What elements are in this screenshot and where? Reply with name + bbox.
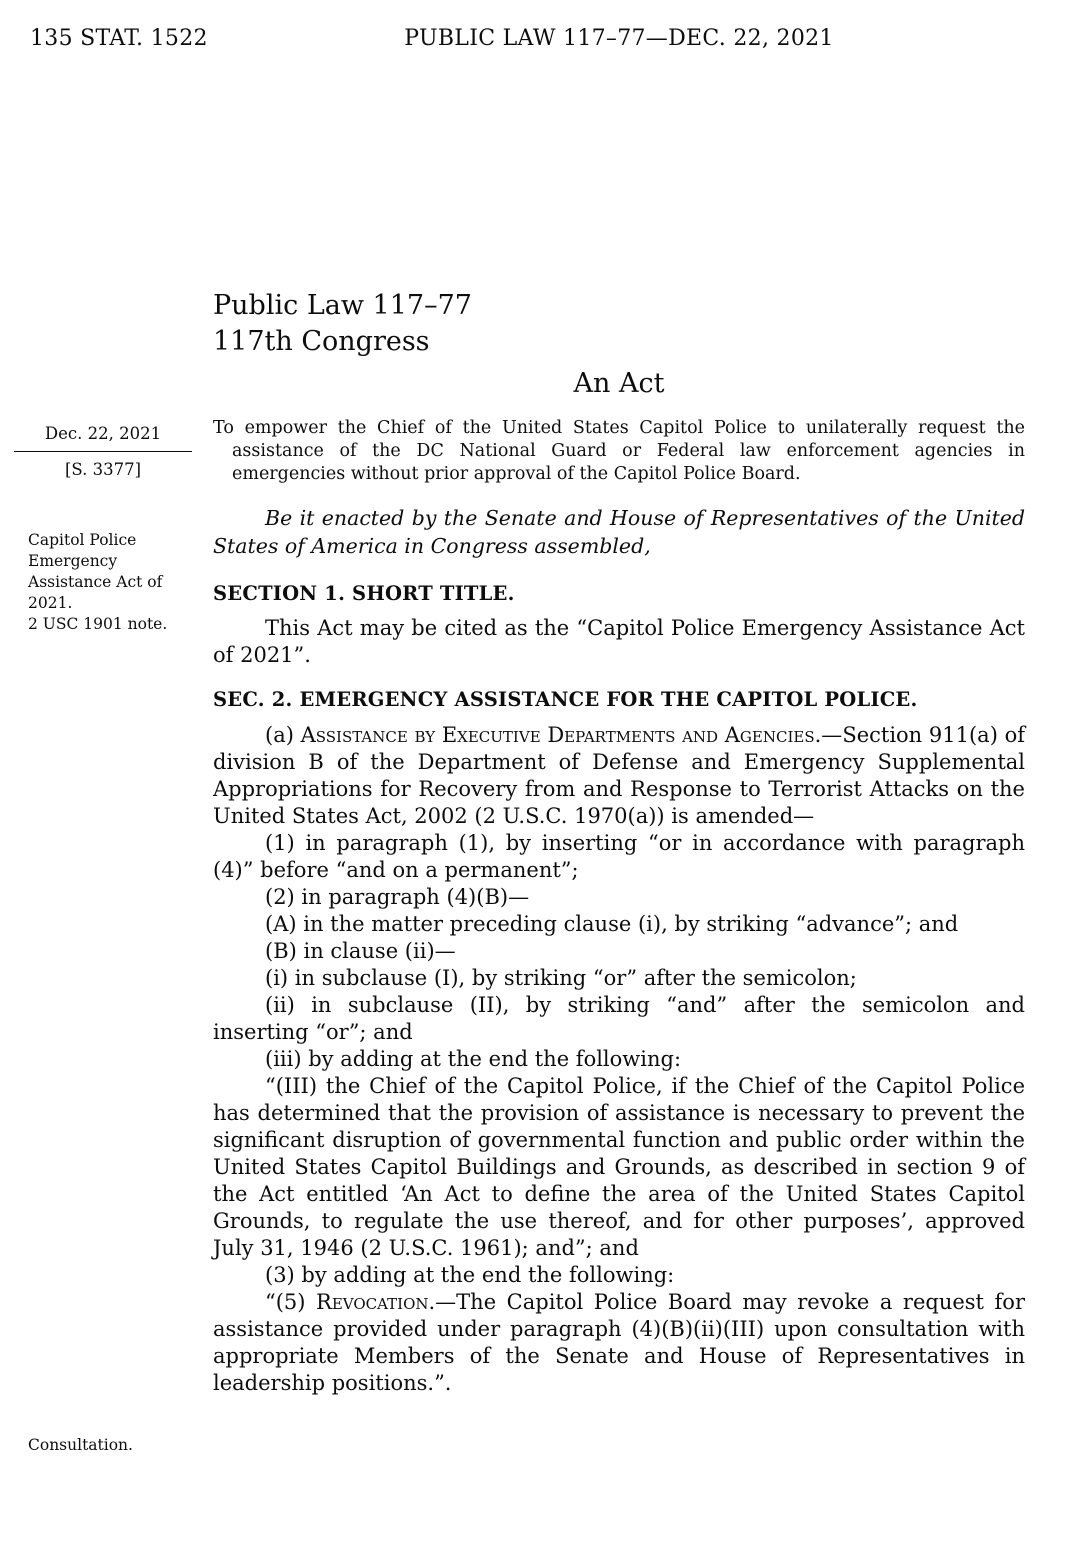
quoted-subclause-III: “(III) the Chief of the Capitol Police, if the Chief of the Capitol Police has determined that the provision of assistance is necessary to prevent the significant disruption of governmental function and public order within the United States Capitol Buildings and Grounds, as described in section 9 of the Act entitled ‘An Act to define the area of the United States Capitol Grounds, to regulate the use thereof, and for other purposes’, approved July 31, 1946 (2 U.S.C. 1961); and”; and xyxy=(213,1073,1025,1260)
bill-number: [S. 3377] xyxy=(64,460,142,479)
subsection-a-lead: (a) xyxy=(265,722,301,747)
act-heading: An Act xyxy=(573,368,665,399)
margin-note-consultation: Consultation. xyxy=(28,1436,133,1454)
amendment-item-2B-ii: (ii) in subclause (II), by striking “and” after the semicolon and inserting “or”; and xyxy=(213,992,1025,1044)
stat-citation: 135 STAT. 1522 xyxy=(30,26,208,51)
subsection-a-smallcaps-heading: Assistance by Executive Departments and Agencies.— xyxy=(300,722,843,747)
paragraph-5-text: The Capitol Police Board may revoke a request for assistance provided under paragraph (4)(B)(ii)(III) upon consultation with appropriate Members of the Senate and House of Representatives in leadership positions.”. xyxy=(213,1289,1025,1395)
section1-heading: SECTION 1. SHORT TITLE. xyxy=(213,581,515,605)
amendment-item-2A: (A) in the matter preceding clause (i), by striking “advance”; and xyxy=(265,911,959,936)
amendment-item-2B-i: (i) in subclause (I), by striking “or” after the semicolon; xyxy=(265,965,857,990)
amendment-item-1: (1) in paragraph (1), by inserting “or in accordance with paragraph (4)” before “and on a permanent”; xyxy=(213,830,1025,882)
law-title-block xyxy=(213,288,1025,360)
law-header-line: PUBLIC LAW 117–77—DEC. 22, 2021 xyxy=(404,26,834,51)
amendment-item-2: (2) in paragraph (4)(B)— xyxy=(265,884,530,909)
preamble-text: To empower the Chief of the United States Capitol Police to unilaterally request the assistance of the DC National Guard or Federal law enforcement agencies in emergencies without prior approval of the Capitol Police Board. xyxy=(213,418,1025,484)
enactment-date: Dec. 22, 2021 xyxy=(14,423,192,452)
paragraph-5-smallcaps-heading: Revocation.— xyxy=(316,1289,457,1314)
enacting-clause-text: Be it enacted by the Senate and House of Representatives of the United States of America in Congress assembled, xyxy=(213,506,1025,558)
subsection-a-paragraph xyxy=(213,722,1025,830)
subsection-a-text: Section 911(a) of division B of the Department of Defense and Emergency Supplemental Appropriations for Recovery from and Response to Terrorist Attacks on the United States Act, 2002 (2 U.S.C. 1970(a)) is amended— xyxy=(213,722,1025,828)
short-title-note-text: Capitol Police Emergency Assistance Act of 2021. xyxy=(28,531,163,612)
amendment-item-2B-iii: (iii) by adding at the end the following: xyxy=(265,1046,682,1071)
margin-note-short-title xyxy=(28,530,196,635)
section1-text: This Act may be cited as the “Capitol Police Emergency Assistance Act of 2021”. xyxy=(213,615,1025,667)
paragraph-5-lead: “(5) xyxy=(265,1289,317,1314)
congress-line: 117th Congress xyxy=(213,326,430,357)
usc-note-text: 2 USC 1901 note. xyxy=(28,615,168,633)
amendment-item-3: (3) by adding at the end the following: xyxy=(265,1262,675,1287)
quoted-paragraph-5 xyxy=(213,1289,1025,1397)
law-number-line: Public Law 117–77 xyxy=(213,290,472,321)
amendment-item-2B: (B) in clause (ii)— xyxy=(265,938,456,963)
margin-note-date xyxy=(14,423,192,480)
section2-heading: SEC. 2. EMERGENCY ASSISTANCE FOR THE CAPITOL POLICE. xyxy=(213,687,918,711)
law-text-column xyxy=(213,0,1025,1397)
